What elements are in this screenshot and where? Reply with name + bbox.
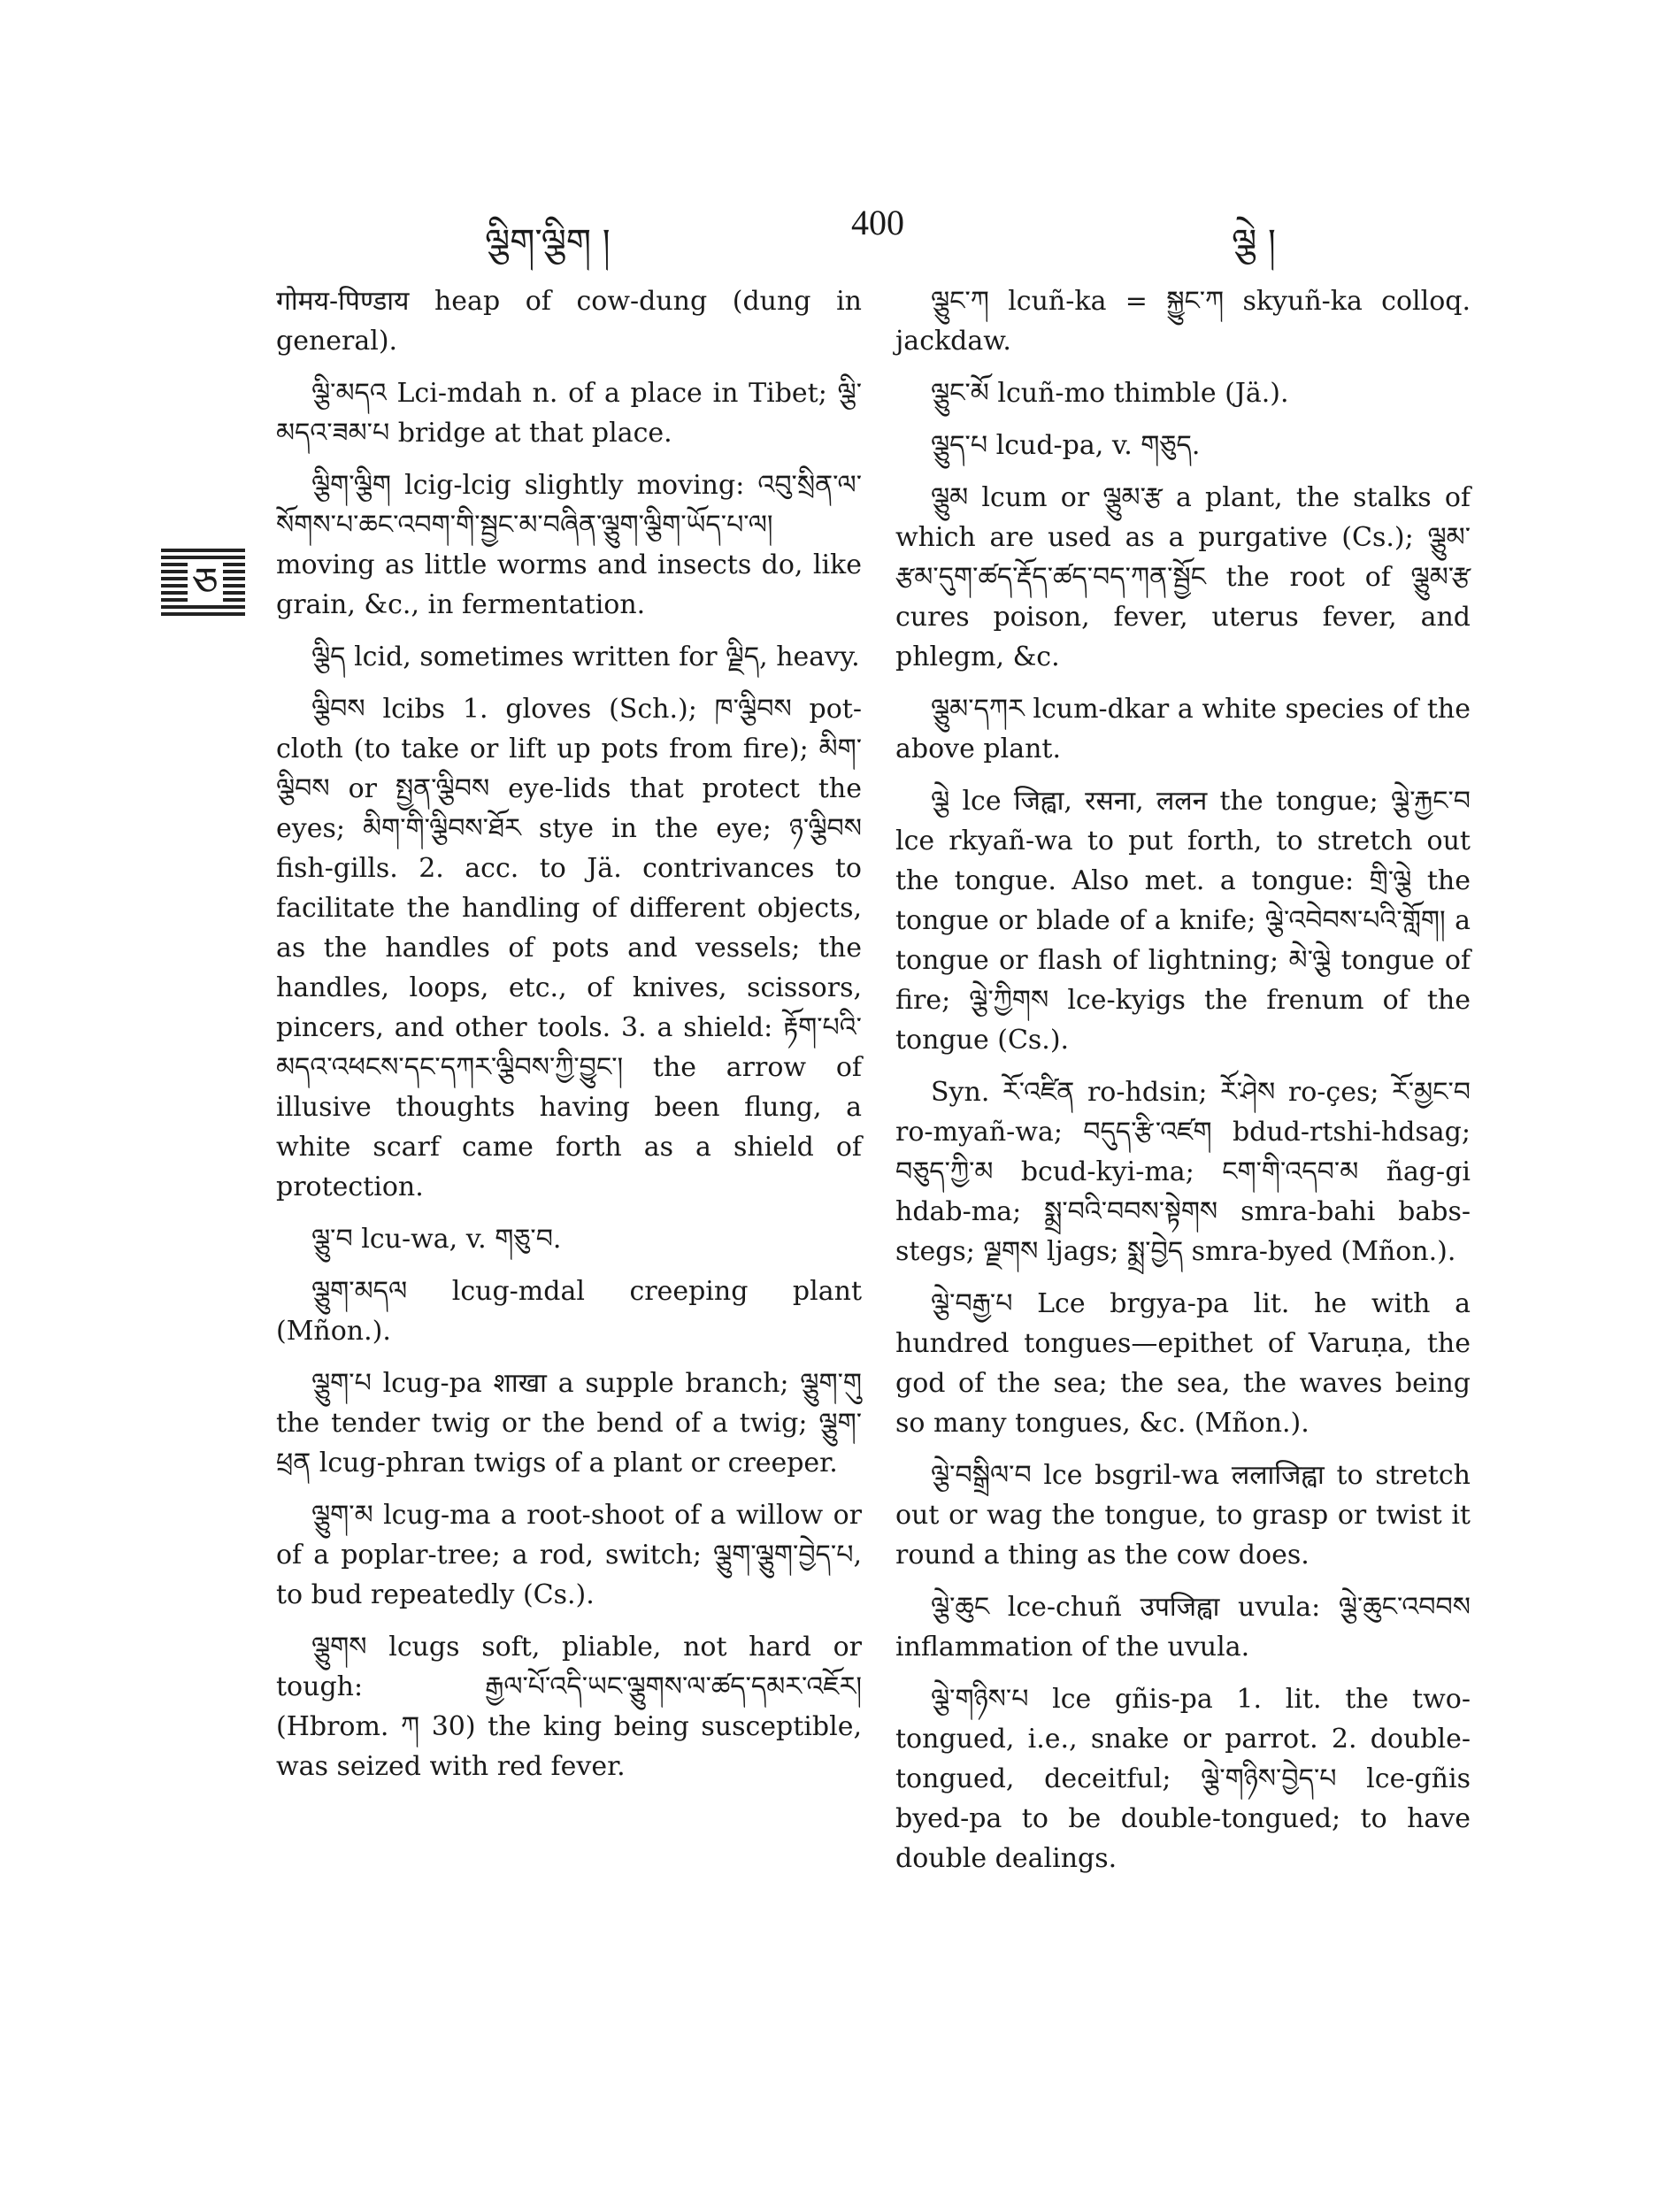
left-column [276, 281, 862, 1799]
dictionary-entry: ལྕེ་ཆུང lce-chuñ उपजिह्वा uvula: ལྕེ་ཆུང་འབབས inflammation of the uvula. [895, 1592, 1471, 1663]
dictionary-entry: ལྕུ་བ lcu-wa, v. གཅུ་བ. [311, 1224, 562, 1255]
page-number: 400 [851, 203, 904, 242]
dictionary-entry: ལྕིད lcid, sometimes written for ལྗིད, heavy. [311, 641, 860, 672]
dictionary-entry: ལྕུག་པ lcug-pa शाखा a supple branch; ལྕུག་གུ the tender twig or the bend of a twig; ལྕུག་ཕྲན lcug-phran twigs of a plant or creeper. [276, 1368, 862, 1479]
right-column [895, 281, 1471, 1891]
dictionary-entry: ལྕེ་གཉིས་པ lce gñis-pa 1. lit. the two-tongued, i.e., snake or parrot. 2. double-tongued, deceitful; ལྕེ་གཉིས་བྱེད་པ lce-gñis byed-pa to be double-tongued; to have double dealings. [895, 1684, 1471, 1874]
dictionary-entry: गोमय-पिण्डाय heap of cow-dung (dung in general). [276, 286, 862, 357]
dictionary-entry: ལྕུག་མདལ lcug-mdal creeping plant (Mñon.). [276, 1276, 862, 1347]
header-right-guide-word: ལྕེ ། [1232, 222, 1276, 263]
dictionary-entry: ལྕི་མདའ Lci-mdah n. of a place in Tibet; ལྕི་མདའ་ཟམ་པ bridge at that place. [276, 378, 862, 449]
dictionary-entry: ལྕུགས lcugs soft, pliable, not hard or tough: རྒྱལ་པོ་འདི་ཡང་ལྕུགས་ལ་ཚད་དམར་འཇོར། (Hbrom. ཀ 30) the king being susceptible, was seized with red fever. [276, 1632, 862, 1782]
dictionary-entry: ལྕེ་བརྒྱ་པ Lce brgya-pa lit. he with a hundred tongues—epithet of Varuṇa, the god of the sea; the sea, the waves being so many tongues, &c. (Mñon.). [895, 1288, 1471, 1439]
dictionary-entry: ལྕེ lce जिह्वा, रसना, ललन the tongue; ལྕེ་རྐྱང་བ lce rkyañ-wa to put forth, to stretch out the tongue. Also met. a tongue: གྲི་ལྕེ the tongue or blade of a knife; ལྕེ་འབེབས་པའི་གློག། a tongue or flash of lightning; མེ་ལྕེ tongue of fire; ལྕེ་ཀྱིགས lce-kyigs the frenum of the tongue (Cs.). [895, 786, 1471, 1056]
dictionary-entry: ལྕིབས lcibs 1. gloves (Sch.); ཁ་ལྕིབས pot-cloth (to take or lift up pots from fire); མིག་ལྕིབས or སྤྱན་ལྕིབས eye-lids that protect the eyes; མིག་གི་ལྕིབས་ཐོར stye in the eye; ཉ་ལྕིབས fish-gills. 2. acc. to Jä. contrivances to facilitate the handling of different objects, as the handles of pots and vessels; the handles, loops, etc., of knives, scissors, pincers, and other tools. 3. a shield: རྟོག་པའི་མདའ་འཕངས་དང་དཀར་ལྕིབས་ཀྱི་བྱུང་། the arrow of illusive thoughts having been flung, a white scarf came forth as a shield of protection. [276, 694, 862, 1202]
dictionary-entry: ལྕུམ lcum or ལྕུམ་རྩ a plant, the stalks of which are used as a purgative (Cs.); ལྕུམ་རྩམ་དུག་ཚད་རྡོད་ཚད་བད་ཀན་སྦྱོང the root of ལྕུམ་རྩ cures poison, fever, uterus fever, and phlegm, &c. [895, 482, 1471, 672]
dictionary-entry: ལྕུམ་དཀར lcum-dkar a white species of the above plant. [895, 694, 1471, 764]
dictionary-entry: ལྕུད་པ lcud-pa, v. གཅུད. [931, 430, 1201, 461]
dictionary-entry: Syn. རོ་འཛིན ro-hdsin; རོ་ཤེས ro-çes; རོ་མྱང་བ ro-myañ-wa; བདུད་རྩི་འཛག bdud-rtshi-hdsag; བཅུད་ཀྱི་མ bcud-kyi-ma; ངག་གི་འདབ་མ ñag-gi hdab-ma; སྨྲ་བའི་བབས་སྟེགས smra-bahi babs-stegs; ལྗགས ljags; སྨྲ་བྱེད smra-byed (Mñon.). [895, 1077, 1471, 1267]
dictionary-entry: ལྕེ་བསྒྲིལ་བ lce bsgril-wa ललाजिह्वा to stretch out or wag the tongue, to grasp or twist it round a thing as the cow does. [895, 1460, 1471, 1571]
thumb-index-tab [161, 549, 245, 618]
dictionary-entry: ལྕིག་ལྕིག lcig-lcig slightly moving: འབུ་སྲིན་ལ་སོགས་པ་ཆང་འབག་གི་སྦྱང་མ་བཞིན་ལྕུག་ལྕིག་ཡོད་པ་ལ། moving as little worms and insects do, like grain, &c., in fermentation. [276, 470, 862, 620]
dictionary-entry: ལྕུང་མོ lcuñ-mo thimble (Jä.). [931, 378, 1289, 409]
header-left-guide-word: ལྕིག་ལྕིག ། [485, 222, 611, 263]
dictionary-entry: ལྕུང་ཀ lcuñ-ka = སྐྱུང་ཀ skyuñ-ka colloq. jackdaw. [895, 286, 1471, 357]
dictionary-entry: ལྕུག་མ lcug-ma a root-shoot of a willow or of a poplar-tree; a rod, switch; ལྕུག་ལྕུག་བྱེད་པ, to bud repeatedly (Cs.). [276, 1500, 862, 1610]
thumb-index-letter: ཅ [188, 559, 223, 605]
page-header [0, 202, 1659, 263]
